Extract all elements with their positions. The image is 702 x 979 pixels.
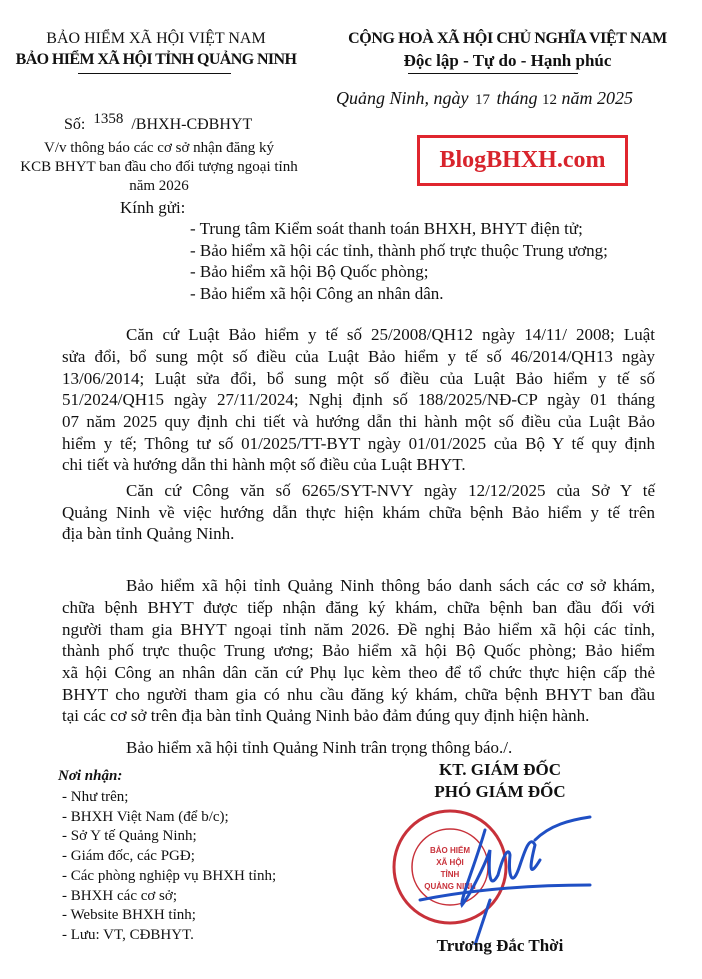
signer-title: KT. GIÁM ĐỐC xyxy=(439,760,561,779)
stamp-signature-graphic xyxy=(390,805,600,945)
text-line: người tham gia BHYT ngoại tỉnh năm 2026. Đề nghị Bảo hiểm xã hội các tỉnh, xyxy=(62,620,655,639)
text-line: Căn cứ Luật Bảo hiểm y tế số 25/2008/QH12 ngày 14/11/ 2008; Luật xyxy=(126,325,655,344)
date-month-label: tháng xyxy=(496,88,538,108)
text-line: xã hội Công an nhân dân căn cứ Phụ lục kèm theo để tổ chức thực hiện cấp thẻ xyxy=(62,663,655,682)
distribution-item: - Giám đốc, các PGĐ; xyxy=(62,848,195,865)
subject xyxy=(0,139,318,196)
distribution-item: - BHXH các cơ sở; xyxy=(62,887,177,904)
svg-text:QUẢNG NINH: QUẢNG NINH xyxy=(424,882,476,891)
country-name: CỘNG HOÀ XÃ HỘI CHỦ NGHĨA VIỆT NAM xyxy=(348,30,667,47)
signer-name: Trương Đắc Thời xyxy=(436,936,564,955)
text-line: thành phố trực thuộc Trung ương; Bảo hiểm xã hội Bộ Quốc phòng; Bảo hiểm xyxy=(62,641,655,660)
distribution-item: - Các phòng nghiệp vụ BHXH tỉnh; xyxy=(62,867,277,884)
recipients-list xyxy=(190,218,608,304)
date-line xyxy=(336,88,633,109)
recipient-item: - Trung tâm Kiểm soát thanh toán BHXH, BHYT điện tử; xyxy=(190,219,583,238)
text-line: Bảo hiểm xã hội tỉnh Quảng Ninh trân trọng thông báo./. xyxy=(126,738,513,757)
divider xyxy=(78,73,231,74)
distribution-item: - Website BHXH tỉnh; xyxy=(62,907,196,924)
org-name: BẢO HIỂM XÃ HỘI TỈNH QUẢNG NINH xyxy=(15,51,297,68)
date-day: 17 xyxy=(475,92,490,108)
text-line: Căn cứ Công văn số 6265/SYT-NVY ngày 12/12/2025 của Sở Y tế xyxy=(126,481,655,500)
distribution-item: - Lưu: VT, CĐBHYT. xyxy=(62,926,194,943)
recipients-label: Kính gửi: xyxy=(120,198,186,217)
document-number xyxy=(64,111,253,134)
number-value: 1358 xyxy=(93,111,124,127)
text-line: 51/2024/QH15 ngày 27/11/2024; Nghị định số 188/2025/NĐ-CP ngày 01 tháng xyxy=(62,390,655,409)
text-line: 13/06/2014; Luật sửa đổi, bổ sung một số điều của Luật Bảo hiểm y tế số xyxy=(62,369,655,388)
distribution-item: - Như trên; xyxy=(62,789,129,805)
text-line: 07 năm 2025 quy định chi tiết và hướng dẫn thi hành một số điều của Luật Bảo xyxy=(62,412,655,431)
distribution-label: Nơi nhận: xyxy=(58,768,123,784)
divider xyxy=(408,73,578,74)
motto: Độc lập - Tự do - Hạnh phúc xyxy=(403,51,612,70)
svg-text:TỈNH: TỈNH xyxy=(440,870,460,879)
text-line: hiểm y tế; Thông tư số 01/2025/TT-BYT ngày 01/01/2025 của Bộ Y tế quy định xyxy=(62,434,655,453)
subject-line: năm 2026 xyxy=(129,178,189,194)
subject-line: KCB BHYT ban đầu cho đối tượng ngoại tỉnh xyxy=(20,159,298,175)
number-suffix: /BHXH-CĐBHYT xyxy=(131,116,253,133)
date-year: năm 2025 xyxy=(561,88,634,108)
date-month: 12 xyxy=(542,92,558,108)
number-prefix: Số: xyxy=(64,116,86,133)
text-line: địa bàn tỉnh Quảng Ninh. xyxy=(62,524,235,543)
text-line: Bảo hiểm xã hội tỉnh Quảng Ninh thông báo danh sách các cơ sở khám, xyxy=(126,576,655,595)
text-line: tại các cơ sở trên địa bàn tỉnh Quảng Ninh bảo đảm đúng quy định hiện hành. xyxy=(62,706,590,725)
text-line: chữa bệnh BHYT được tiếp nhận đăng ký khám, chữa bệnh ban đầu đối với xyxy=(62,598,655,617)
text-line: sửa đổi, bổ sung một số điều của Luật Bảo hiểm y tế số 46/2014/QH13 ngày xyxy=(62,347,655,366)
org-parent: BẢO HIỂM XÃ HỘI VIỆT NAM xyxy=(46,30,266,47)
date-place: Quảng Ninh, ngày xyxy=(336,88,469,108)
text-line: BHYT cho người tham gia có nhu cầu đăng ký khám, chữa bệnh BHYT ban đầu xyxy=(62,685,655,704)
watermark-logo: BlogBHXH.com xyxy=(417,135,628,186)
distribution-list xyxy=(62,788,276,946)
recipient-item: - Bảo hiểm xã hội các tỉnh, thành phố trực thuộc Trung ương; xyxy=(190,240,608,260)
distribution-item: - BHXH Việt Nam (để b/c); xyxy=(62,808,229,825)
recipient-item: - Bảo hiểm xã hội Công an nhân dân. xyxy=(190,283,444,303)
svg-text:BẢO HIỂM: BẢO HIỂM xyxy=(430,846,470,855)
signer-position: PHÓ GIÁM ĐỐC xyxy=(434,782,566,801)
recipient-item: - Bảo hiểm xã hội Bộ Quốc phòng; xyxy=(190,262,429,281)
text-line: chi tiết và hướng dẫn thi hành một số điều của Luật BHYT. xyxy=(62,455,466,474)
subject-line: V/v thông báo các cơ sở nhận đăng ký xyxy=(44,140,274,156)
text-line: Quảng Ninh về việc hướng dẫn thực hiện khám chữa bệnh Bảo hiểm y tế trên xyxy=(62,503,655,522)
distribution-item: - Sở Y tế Quảng Ninh; xyxy=(62,828,197,845)
svg-text:XÃ HỘI: XÃ HỘI xyxy=(436,858,464,867)
